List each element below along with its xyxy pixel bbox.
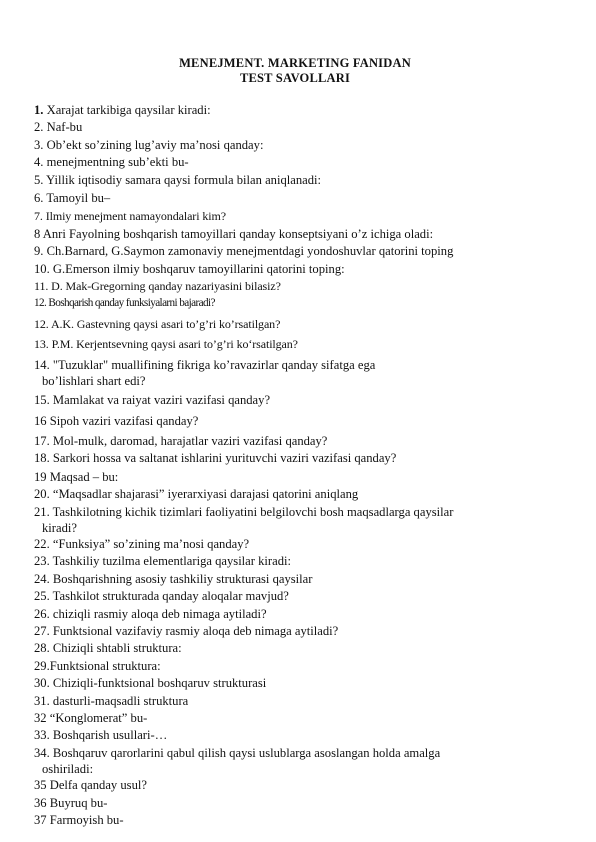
question-item (34, 450, 556, 467)
question-item (34, 336, 556, 353)
question-text: Yillik iqtisodiy samara qaysi formula bilan aniqlanadi: (43, 172, 322, 187)
question-number: 33. (34, 728, 50, 743)
question-number: 17. (34, 433, 50, 448)
question-number: 18. (34, 451, 50, 466)
question-text: Boshqarish usullari-… (49, 728, 168, 743)
question-text: “Funksiya” so’zining ma’nosi qanday? (49, 536, 250, 551)
question-number: 30. (34, 676, 50, 691)
question-text: “Maqsadlar shajarasi” iyerarxiyasi darajasi qatorini aniqlang (49, 487, 359, 502)
question-text: Tashkilot strukturada qanday aloqalar mavjud? (49, 589, 289, 604)
title-block (34, 56, 556, 86)
question-text: chiziqli rasmiy aloqa deb nimaga aytiladi? (49, 606, 267, 621)
question-number: 32 (34, 711, 47, 725)
question-text: Mamlakat va raiyat vaziri vazifasi qanday? (49, 393, 271, 408)
question-text: Funktsional struktura: (49, 658, 161, 673)
question-text: Ch.Barnard, G.Saymon zamonaviy menejmentdagi yondoshuvlar qatorini toping (43, 244, 454, 259)
question-number: 22. (34, 536, 50, 551)
question-number: 11. (34, 279, 49, 294)
question-number: 27. (34, 623, 50, 638)
question-number: 36 (34, 795, 47, 810)
question-item (34, 154, 556, 171)
question-number: 10. (34, 261, 50, 276)
question-text: Buyruq bu- (46, 795, 108, 810)
question-number: 3. (34, 137, 44, 152)
question-item (34, 190, 556, 207)
question-number: 8 (34, 226, 41, 241)
question-text: Xarajat tarkibiga qaysilar kiradi: (43, 103, 211, 117)
question-number: 24. (34, 571, 50, 586)
question-item (34, 486, 556, 503)
question-item (34, 226, 556, 243)
question-text: P.M. Kerjentsevning qaysi asari to’g’ri koʻrsatilgan? (48, 337, 298, 352)
question-text: Tashkiliy tuzilma elementlariga qaysilar kiradi: (49, 554, 291, 569)
question-number: 1. (34, 103, 44, 117)
question-number: 20. (34, 487, 50, 502)
question-number: 4. (34, 155, 44, 170)
question-text: Anri Fayolning boshqarish tamoyillari qanday konseptsiyani o’z ichiga oladi: (40, 226, 434, 241)
question-item (34, 623, 556, 640)
question-item (34, 588, 556, 605)
question-text: Chiziqli shtabli struktura: (49, 641, 182, 656)
question-item (34, 640, 556, 657)
question-text: Farmoyish bu- (46, 813, 124, 828)
question-number: 25. (34, 589, 50, 604)
question-item (34, 102, 556, 119)
document-subtitle: TEST SAVOLLARI (239, 71, 351, 85)
question-text: Boshqarish qanday funksiyalarni bajaradi? (46, 297, 215, 310)
document-title: MENEJMENT. MARKETING FANIDAN (179, 56, 411, 70)
question-text: Naf-bu (43, 120, 83, 135)
question-text: dasturli-maqsadli struktura (49, 693, 189, 708)
question-number: 12. (34, 297, 47, 310)
question-item (34, 137, 556, 154)
question-number: 9. (34, 244, 44, 259)
question-number: 26. (34, 606, 50, 621)
question-text-continuation: oshiriladi: (42, 762, 94, 777)
question-text: Boshqaruv qarorlarini qabul qilish qaysi uslublarga asoslangan holda amalga (49, 745, 441, 760)
question-item (34, 243, 556, 260)
question-text: Boshqarishning asosiy tashkiliy strukturasi qaysilar (49, 571, 313, 586)
question-item (34, 295, 556, 312)
question-text: A.K. Gastevning qaysi asari to’g’ri ko’rsatilgan? (48, 316, 281, 331)
question-number: 7. (34, 209, 43, 224)
question-item (34, 433, 556, 450)
question-number: 6. (34, 191, 44, 206)
question-item (34, 504, 556, 536)
question-number: 2. (34, 120, 44, 135)
question-item (34, 727, 556, 744)
question-item (34, 413, 556, 430)
question-text: Ob’ekt so’zining lug’aviy ma’nosi qanday: (43, 137, 264, 152)
question-text: menejmentning sub’ekti bu- (43, 155, 189, 170)
question-item (34, 795, 556, 812)
question-text: “Konglomerat” bu- (46, 711, 148, 725)
question-text: Tashkilotning kichik tizimlari faoliyatini belgilovchi bosh maqsadlarga qaysilar (49, 504, 454, 519)
question-item (34, 710, 556, 727)
question-number: 31. (34, 693, 50, 708)
question-number: 35 (34, 778, 47, 793)
question-text: Mol-mulk, daromad, harajatlar vaziri vazifasi qanday? (49, 433, 328, 448)
question-text: G.Emerson ilmiy boshqaruv tamoyillarini qatorini toping: (49, 261, 345, 276)
question-text: Sarkori hossa va saltanat ishlarini yurituvchi vaziri vazifasi qanday? (49, 451, 397, 466)
question-item (34, 469, 556, 486)
question-item (34, 316, 556, 333)
question-number: 5. (34, 172, 44, 187)
question-item (34, 553, 556, 570)
question-text: Maqsad – bu: (46, 469, 119, 484)
question-number: 16 (34, 413, 47, 428)
question-text: Funktsional vazifaviy rasmiy aloqa deb nimaga aytiladi? (49, 623, 339, 638)
question-item (34, 675, 556, 692)
question-number: 28. (34, 641, 50, 656)
question-item (34, 812, 556, 829)
question-item (34, 693, 556, 710)
question-item (34, 745, 556, 777)
question-item (34, 208, 556, 225)
question-item (34, 278, 556, 295)
question-text-continuation: kiradi? (42, 520, 77, 535)
question-item (34, 658, 556, 675)
question-text: Delfa qanday usul? (46, 778, 147, 793)
question-text: Sipoh vaziri vazifasi qanday? (46, 413, 199, 428)
question-item (34, 392, 556, 409)
question-text-continuation: bo’lishlari shart edi? (42, 373, 146, 388)
question-number: 15. (34, 393, 50, 408)
question-item (34, 606, 556, 623)
question-item (34, 119, 556, 136)
question-text: Tamoyil bu– (43, 191, 111, 206)
question-number: 23. (34, 554, 50, 569)
question-number: 34. (34, 745, 50, 760)
question-list (34, 102, 556, 829)
question-text: D. Mak-Gregorning qanday nazariyasini bilasiz? (48, 279, 281, 294)
question-number: 29. (34, 658, 50, 673)
question-item (34, 172, 556, 189)
question-item (34, 357, 556, 389)
question-text: Chiziqli-funktsional boshqaruv strukturasi (49, 676, 267, 691)
question-item (34, 261, 556, 278)
question-number: 21. (34, 504, 50, 519)
question-text: "Tuzuklar" muallifining fikriga ko’ravazirlar qanday sifatga ega (49, 357, 376, 372)
question-item (34, 777, 556, 794)
question-number: 37 (34, 813, 47, 828)
question-text: Ilmiy menejment namayondalari kim? (42, 209, 226, 224)
question-number: 13. (34, 337, 49, 352)
question-item (34, 536, 556, 553)
question-item (34, 571, 556, 588)
question-number: 14. (34, 357, 50, 372)
question-number: 19 (34, 469, 47, 484)
question-number: 12. (34, 316, 49, 331)
